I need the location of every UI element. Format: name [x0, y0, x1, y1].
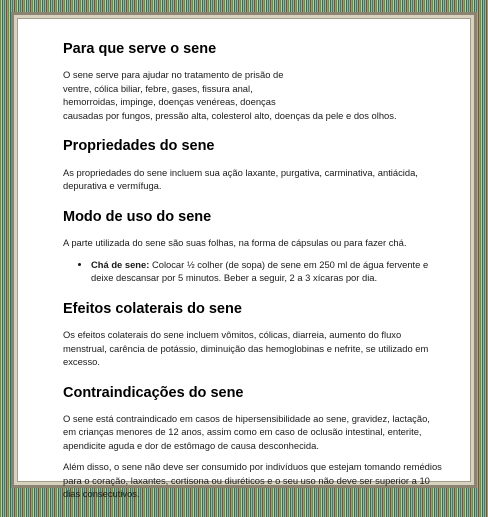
usage-list: [63, 258, 443, 285]
section-heading: Para que serve o sene: [63, 41, 217, 57]
paragraph-line: causadas por fungos, pressão alta, colesterol alto, doenças da pele e dos olhos.: [63, 109, 397, 121]
section-side-effects: [63, 301, 443, 369]
list-item-label: Chá de sene:: [91, 258, 150, 270]
decorative-frame: [11, 12, 477, 500]
section-heading: Contraindicações do sene: [63, 384, 244, 401]
section-paragraph: Além disso, o sene não deve ser consumido por indivíduos que estejam tomando remédios para o coração, laxantes, cortisona ou diuréticos e o seu uso não deve ser superior a 10 dias consecutivos.: [63, 461, 442, 500]
paragraph-line: hemorroidas, impinge, doenças venéreas, doenças: [63, 96, 276, 108]
content-panel: [17, 18, 471, 500]
section-uses: [63, 41, 443, 122]
section-paragraph: Os efeitos colaterais do sene incluem vômitos, cólicas, diarreia, aumento do fluxo menstrual, carência de potássio, diminuição das hemoglobinas e nefrite, se utilizado em excesso.: [63, 329, 429, 368]
section-heading: Modo de uso do sene: [63, 208, 212, 225]
list-item: [91, 258, 443, 285]
paragraph-line: O sene serve para ajudar no tratamento de prisão de: [63, 69, 284, 81]
section-paragraph: O sene está contraindicado em casos de hipersensibilidade ao sene, gravidez, lactação, em crianças menores de 12 anos, assim como em caso de oclusão intestinal, enterite, apendicite aguda e dor de estômago de causa desconhecida.: [63, 412, 430, 451]
section-heading: Efeitos colaterais do sene: [63, 300, 242, 317]
paragraph-line: ventre, cólica biliar, febre, gases, fissura anal,: [63, 82, 253, 94]
section-contraindications: [63, 385, 443, 501]
section-paragraph: [63, 68, 443, 122]
section-heading: Propriedades do sene: [63, 138, 215, 155]
section-properties: [63, 138, 443, 192]
section-usage: [63, 209, 443, 285]
article-body: [63, 41, 443, 517]
section-paragraph: As propriedades do sene incluem sua ação laxante, purgativa, carminativa, antiácida, depurativa e vermífuga.: [63, 166, 418, 192]
list-item-text: Colocar ½ colher (de sopa) de sene em 250 ml de água fervente e deixe descansar por 5 minutos. Beber a seguir, 2 a 3 xícaras por dia.: [91, 258, 429, 284]
section-paragraph: A parte utilizada do sene são suas folhas, na forma de cápsulas ou para fazer chá.: [63, 237, 407, 249]
